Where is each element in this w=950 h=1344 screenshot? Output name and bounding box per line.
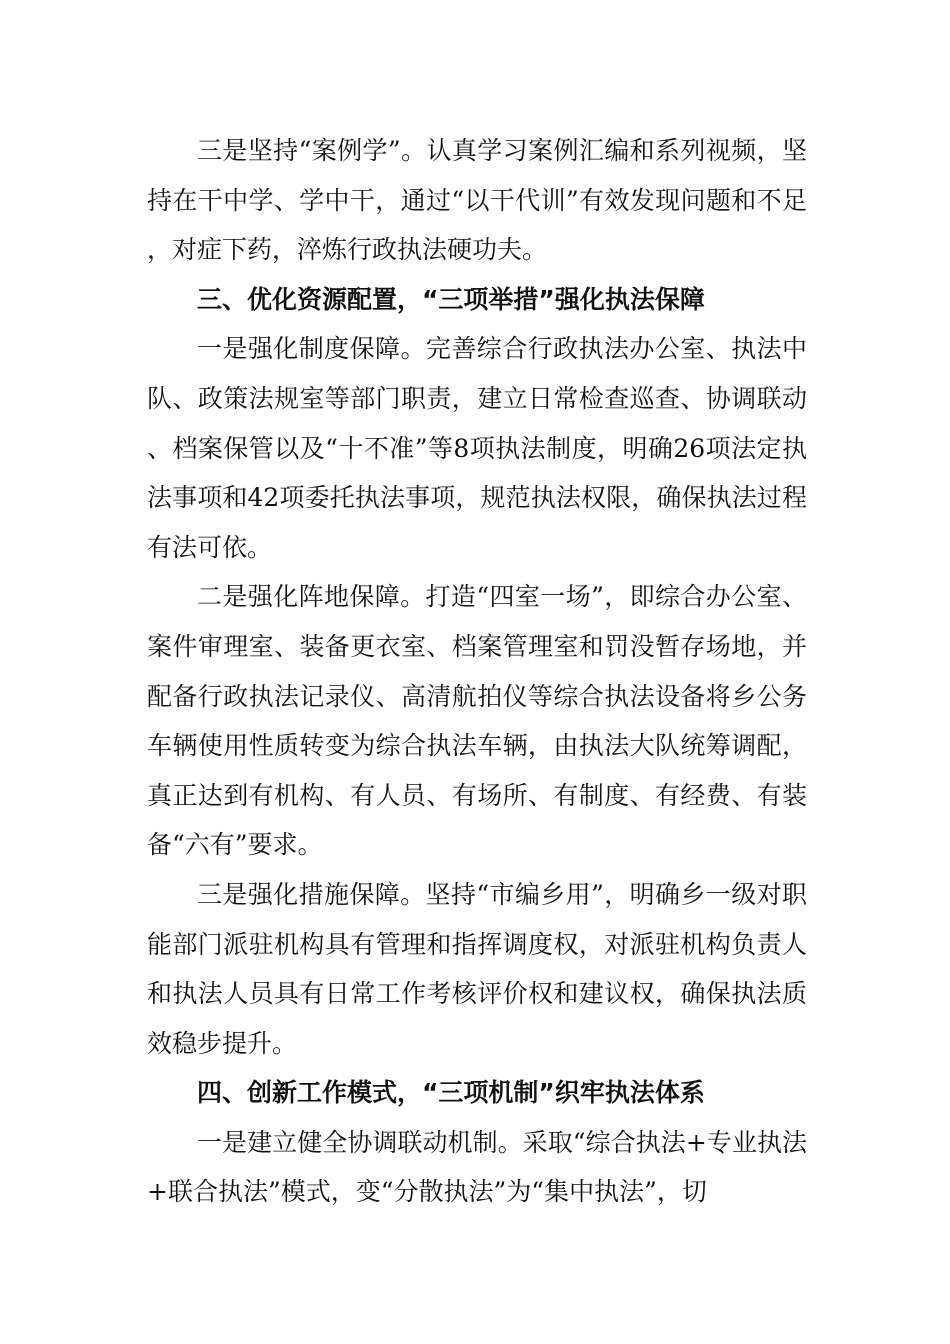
paragraph-measure-guarantee: 三是强化措施保障。坚持“市编乡用”，明确乡一级对职能部门派驻机构具有管理和指挥调度权，对派驻机构负责人和执法人员具有日常工作考核评价权和建议权，确保执法质效稳步提升。 xyxy=(147,879,807,1058)
document-body xyxy=(147,126,807,1217)
section-heading-4: 四、创新工作模式，“三项机制”织牢执法体系 xyxy=(197,1078,705,1108)
paragraph-coordination-mechanism: 一是建立健全协调联动机制。采取“综合执法+专业执法+联合执法”模式，变“分散执法”为“集中执法”，切 xyxy=(147,1127,807,1207)
paragraph-system-guarantee: 一是强化制度保障。完善综合行政执法办公室、执法中队、政策法规室等部门职责，建立日常检查巡查、协调联动、档案保管以及“十不准”等8项执法制度，明确26项法定执法事项和42项委托执法事项，规范执法权限，确保执法过程有法可依。 xyxy=(147,334,807,562)
section-heading-3: 三、优化资源配置，“三项举措”强化执法保障 xyxy=(197,284,705,314)
paragraph-venue-guarantee: 二是强化阵地保障。打造“四室一场”，即综合办公室、案件审理室、装备更衣室、档案管理室和罚没暂存场地，并配备行政执法记录仪、高清航拍仪等综合执法设备将乡公务车辆使用性质转变为综合执法车辆，由执法大队统筹调配，真正达到有机构、有人员、有场所、有制度、有经费、有装备“六有”要求。 xyxy=(147,582,807,860)
paragraph-case-study: 三是坚持“案例学”。认真学习案例汇编和系列视频，坚持在干中学、学中干，通过“以干代训”有效发现问题和不足，对症下药，淬炼行政执法硬功夫。 xyxy=(147,136,807,265)
